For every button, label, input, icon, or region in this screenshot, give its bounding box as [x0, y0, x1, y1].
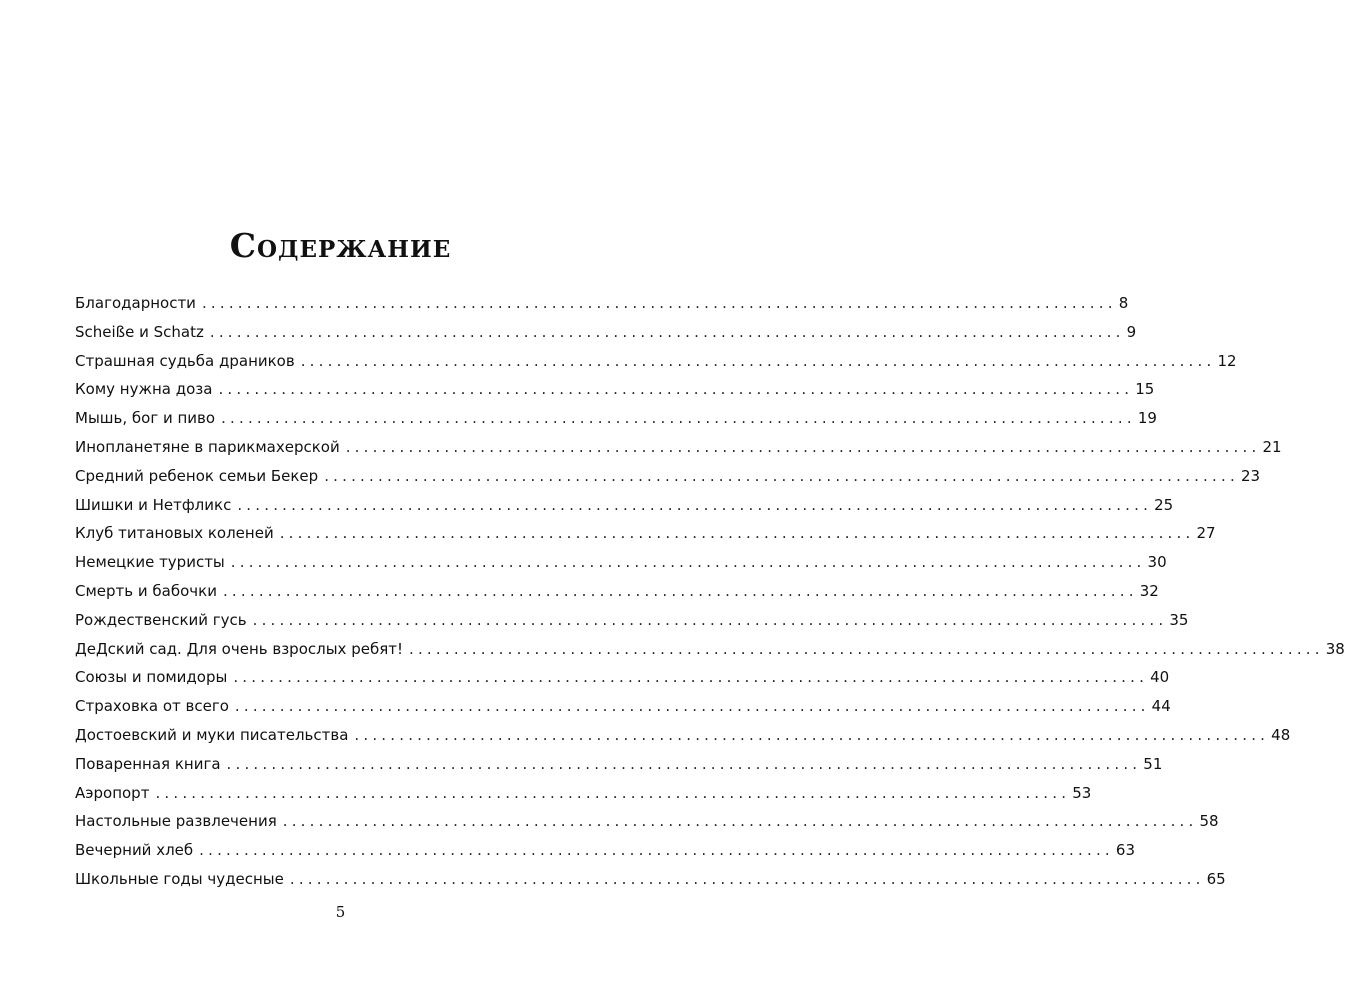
toc-entry-page: 8 — [1118, 294, 1129, 312]
toc-entry — [75, 577, 1159, 606]
toc-entry-title: Клуб титановых коленей — [75, 524, 274, 543]
page-title: Содержание — [229, 226, 452, 265]
toc-dot-leader: ...................................................................................................... — [155, 783, 1071, 802]
toc-entry — [75, 750, 1163, 779]
toc-entry — [75, 548, 1167, 577]
toc-dot-leader: ...................................................................................................... — [222, 581, 1138, 600]
toc-dot-leader: ...................................................................................................... — [289, 869, 1205, 888]
toc-dot-leader: ...................................................................................................... — [218, 380, 1134, 399]
toc-entry-title: Смерть и бабочки — [75, 581, 217, 600]
toc-entry-title: Инопланетяне в парикмахерской — [75, 437, 340, 456]
toc-entry — [75, 433, 1282, 462]
toc-dot-leader: ...................................................................................................... — [233, 668, 1149, 687]
toc-entry-page: 19 — [1137, 409, 1157, 428]
toc-dot-leader: ...................................................................................................... — [237, 495, 1153, 514]
toc-dot-leader: ...................................................................................................... — [345, 437, 1261, 456]
toc-entry-title: Союзы и помидоры — [75, 668, 228, 687]
toc-entry-title: Аэропорт — [75, 783, 150, 802]
toc-entry-page: 15 — [1135, 380, 1155, 399]
toc-dot-leader: ...................................................................................................... — [408, 639, 1324, 658]
toc-entry — [75, 318, 1137, 347]
toc-entry-page: 32 — [1139, 581, 1159, 600]
toc-entry-title: Достоевский и муки писательства — [75, 725, 349, 744]
toc-entry-title: Кому нужна доза — [75, 380, 213, 399]
toc-entry — [75, 606, 1189, 635]
toc-entry-title: Немецкие туристы — [75, 553, 225, 572]
toc-entry-page: 48 — [1271, 725, 1291, 744]
toc-entry-page: 12 — [1217, 351, 1237, 370]
toc-dot-leader: ...................................................................................................... — [324, 466, 1239, 485]
toc-dot-leader: ...................................................................................................... — [221, 409, 1136, 428]
toc-entry — [75, 375, 1155, 404]
toc-dot-leader: ...................................................................................................... — [199, 841, 1114, 860]
toc-entry-title: Страшная судьба драников — [75, 351, 295, 370]
toc-entry — [75, 462, 1261, 491]
toc-dot-leader: ...................................................................................................... — [230, 553, 1146, 572]
toc-dot-leader: ...................................................................................................... — [234, 697, 1150, 716]
toc-entry-page: 44 — [1151, 697, 1171, 716]
toc-entry — [75, 692, 1171, 721]
toc-entry-title: Поваренная книга — [75, 754, 221, 773]
toc-dot-leader: ...................................................................................................... — [201, 294, 1117, 312]
toc-entry-title: Средний ребенок семьи Бекер — [75, 466, 319, 485]
toc-dot-leader: ...................................................................................................... — [282, 812, 1198, 831]
toc-entry — [75, 635, 1345, 664]
toc-entry — [75, 663, 1170, 692]
toc-entry-page: 63 — [1115, 841, 1135, 860]
toc-entry-title: Шишки и Нетфликс — [75, 495, 232, 514]
toc-entry-page: 23 — [1240, 466, 1261, 485]
toc-entry — [75, 491, 1174, 520]
toc-entry-page: 35 — [1169, 610, 1189, 629]
toc-entry-title: Scheiße и Schatz — [75, 322, 204, 341]
toc-entry-title: Мышь, бог и пиво — [75, 409, 216, 428]
toc-entry — [75, 865, 1226, 894]
toc-dot-leader: ...................................................................................................... — [209, 322, 1125, 341]
table-of-contents — [75, 289, 1345, 894]
toc-entry-title: Школьные годы чудесные — [75, 869, 284, 888]
toc-entry — [75, 779, 1092, 808]
toc-dot-leader: ...................................................................................................... — [354, 725, 1270, 744]
toc-dot-leader: ...................................................................................................... — [252, 610, 1168, 629]
toc-entry — [75, 721, 1291, 750]
toc-entry-title: Страховка от всего — [75, 697, 229, 716]
toc-dot-leader: ...................................................................................................... — [300, 351, 1216, 370]
toc-entry-page: 65 — [1206, 869, 1226, 888]
toc-entry-page: 21 — [1262, 437, 1282, 456]
toc-entry-page: 9 — [1126, 322, 1137, 341]
toc-dot-leader: ...................................................................................................... — [279, 524, 1195, 543]
toc-entry-page: 53 — [1072, 783, 1092, 802]
toc-entry-page: 30 — [1147, 553, 1167, 572]
toc-entry-page: 25 — [1154, 495, 1174, 514]
toc-entry — [75, 807, 1219, 836]
toc-entry-title: Благодарности — [75, 294, 196, 312]
toc-entry-title: Рождественский гусь — [75, 610, 247, 629]
toc-entry — [75, 836, 1135, 865]
toc-dot-leader: ...................................................................................................... — [226, 754, 1142, 773]
toc-entry — [75, 347, 1237, 376]
toc-entry — [75, 289, 1129, 318]
toc-entry-page: 38 — [1325, 639, 1345, 658]
toc-entry-page: 58 — [1199, 812, 1219, 831]
toc-entry-page: 40 — [1150, 668, 1170, 687]
toc-entry — [75, 404, 1157, 433]
toc-entry-title: ДеДский сад. Для очень взрослых ребят! — [75, 639, 403, 658]
toc-entry — [75, 519, 1216, 548]
toc-entry-title: Настольные развлечения — [75, 812, 277, 831]
toc-entry-page: 27 — [1196, 524, 1216, 543]
toc-entry-title: Вечерний хлеб — [75, 841, 194, 860]
page-number: 5 — [335, 903, 346, 921]
toc-entry-page: 51 — [1143, 754, 1163, 773]
